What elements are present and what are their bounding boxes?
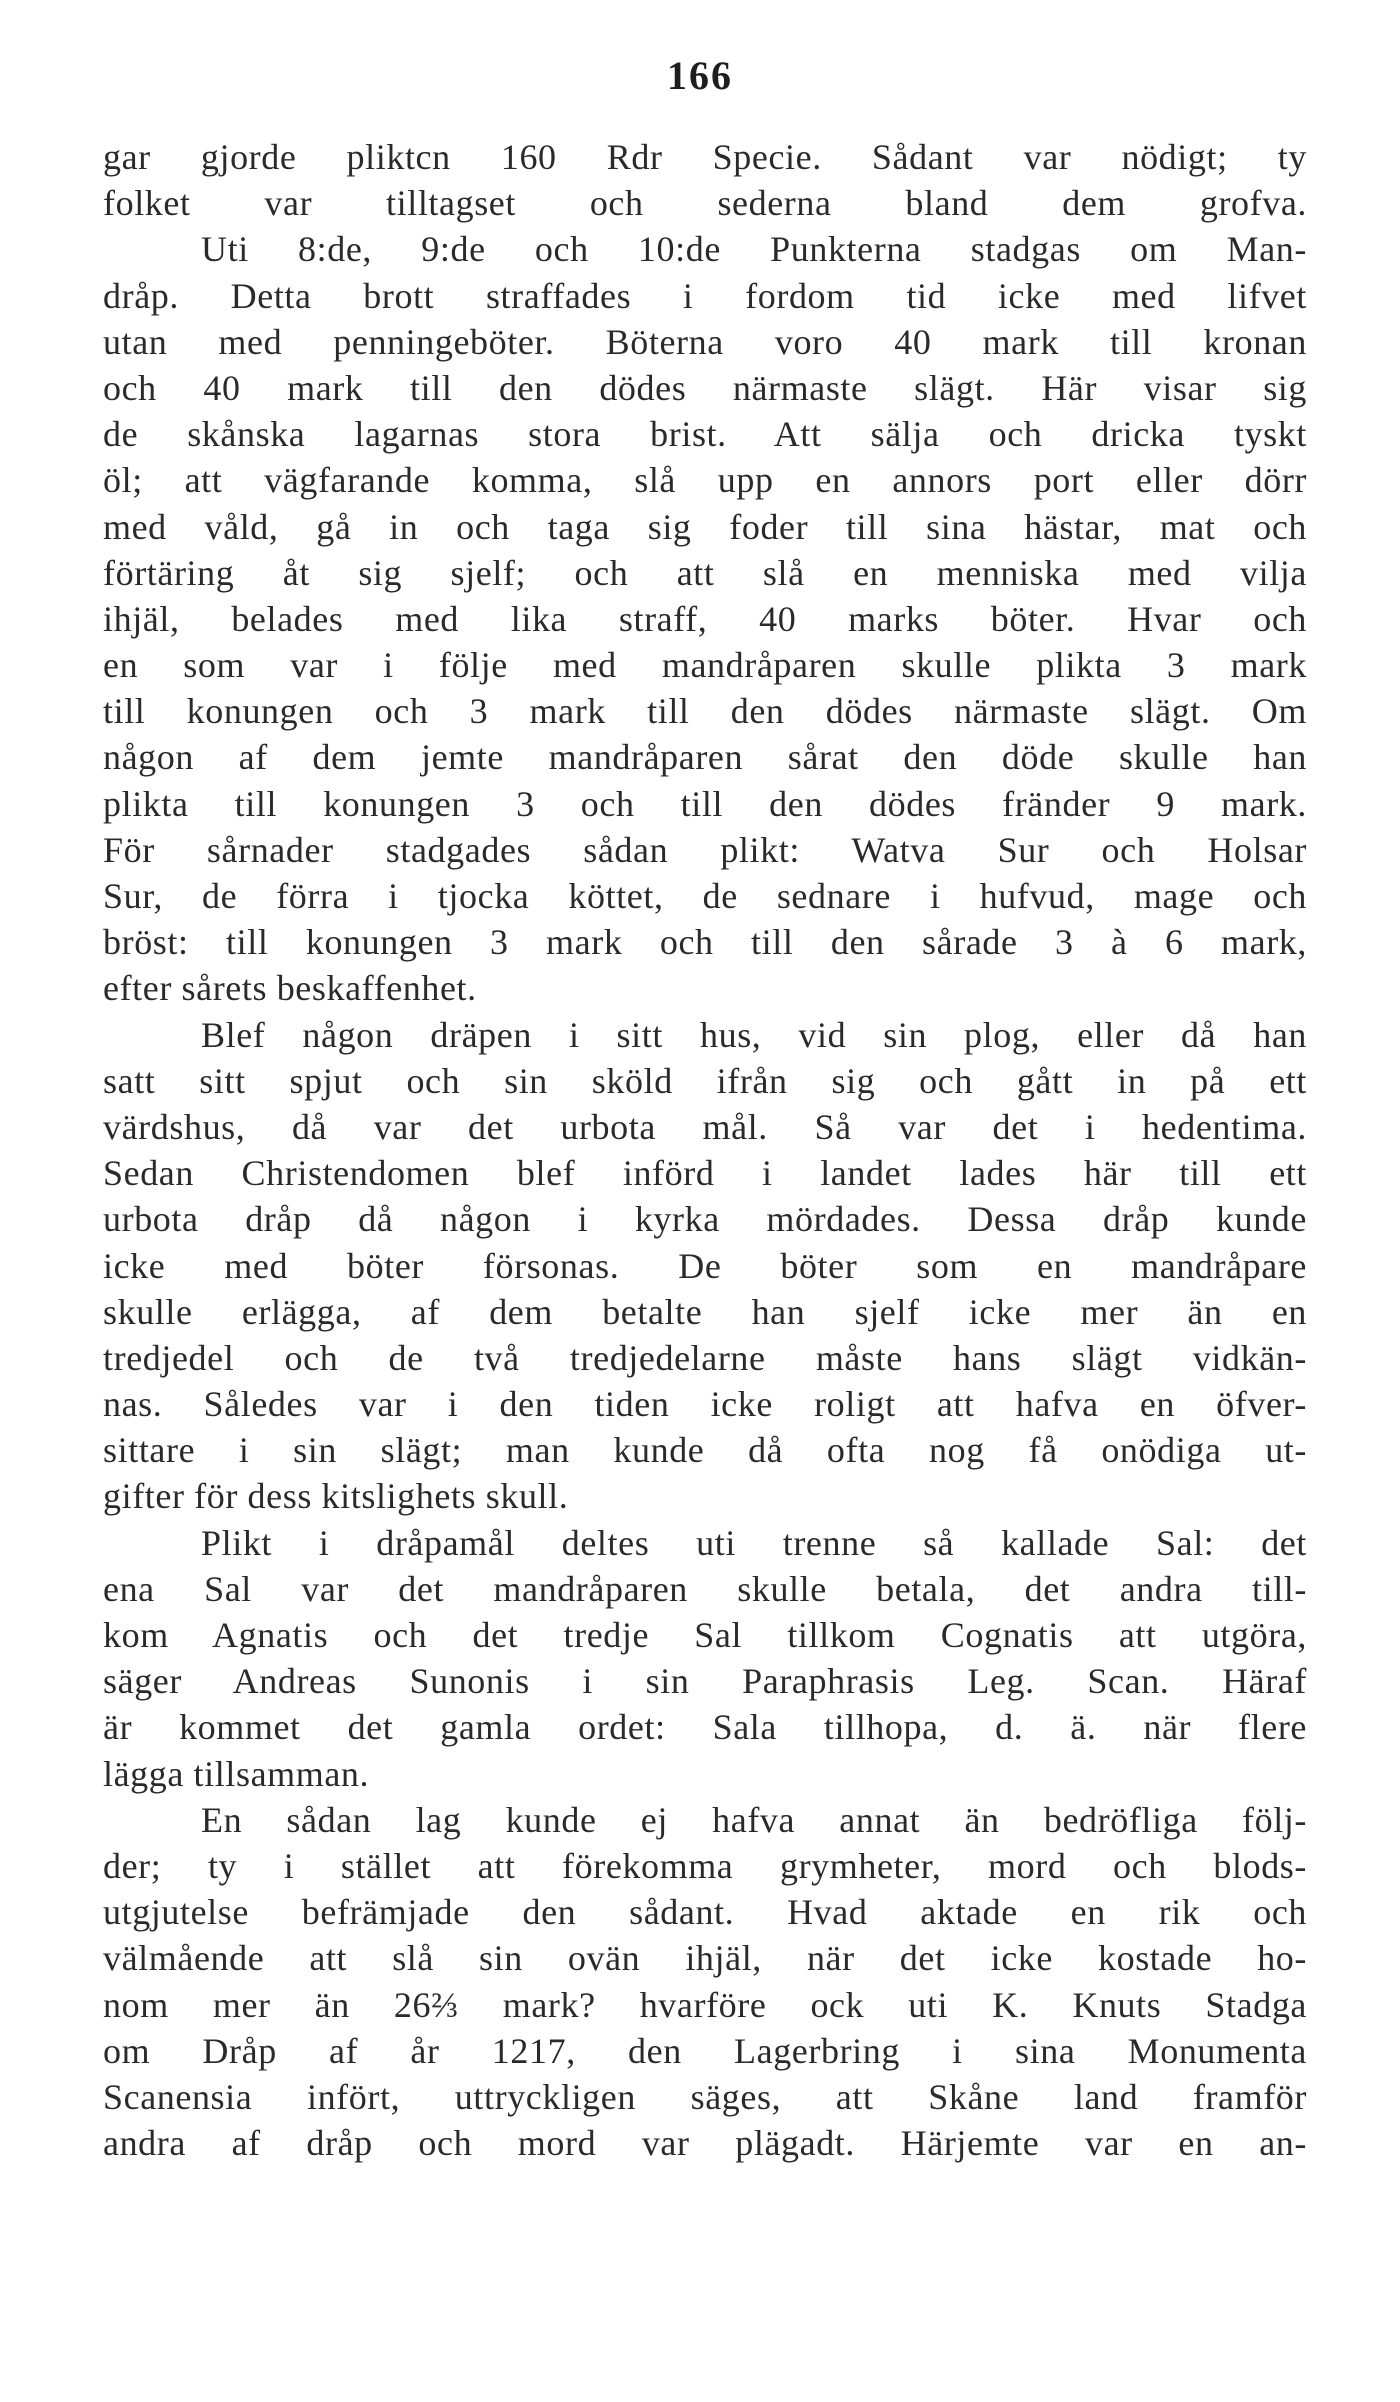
text-line: utgjutelse befrämjade den sådant. Hvad aktade en rik och xyxy=(103,1892,1307,1933)
text-line: kom Agnatis och det tredje Sal tillkom Cognatis att utgöra, xyxy=(103,1615,1307,1655)
text-line: För sårnader stadgades sådan plikt: Watva Sur och Holsar xyxy=(103,829,1307,870)
text-line: nas. Således var i den tiden icke roligt att hafva en öfver- xyxy=(103,1384,1307,1425)
text-line: urbota dråp då någon i kyrka mördades. Dessa dråp kunde xyxy=(103,1199,1307,1240)
text-line: utan med penningeböter. Böterna voro 40 mark till kronan xyxy=(103,321,1307,362)
text-line: plikta till konungen 3 och till den dödes fränder 9 mark. xyxy=(103,783,1307,824)
paragraph-first-line: Blef någon dräpen i sitt hus, vid sin plog, eller då han xyxy=(201,1014,1307,1055)
text-line: de skånska lagarnas stora brist. Att sälja och dricka tyskt xyxy=(103,414,1307,455)
paragraph-first-line: Uti 8:de, 9:de och 10:de Punkterna stadgas om Man- xyxy=(201,229,1307,270)
text-line: till konungen och 3 mark till den dödes närmaste slägt. Om xyxy=(103,691,1307,732)
text-line: en som var i följe med mandråparen skulle plikta 3 mark xyxy=(103,645,1307,686)
text-line: dråp. Detta brott straffades i fordom tid icke med lifvet xyxy=(103,275,1307,316)
body-text xyxy=(103,134,1307,2166)
text-line: Sedan Christendomen blef införd i landet lades här till ett xyxy=(103,1153,1307,1194)
text-line: tredjedel och de två tredjedelarne måste hans slägt vidkän- xyxy=(103,1337,1307,1378)
text-line: satt sitt spjut och sin sköld ifrån sig och gått in på ett xyxy=(103,1060,1307,1101)
paragraph-last-line: gifter för dess kitslighets skull. xyxy=(103,1476,569,1517)
text-line: skulle erlägga, af dem betalte han sjelf icke mer än en xyxy=(103,1291,1307,1332)
text-line: sittare i sin slägt; man kunde då ofta nog få onödiga ut- xyxy=(103,1430,1307,1471)
text-line: bröst: till konungen 3 mark och till den sårade 3 à 6 mark, xyxy=(103,922,1307,963)
paragraph-first-line: En sådan lag kunde ej hafva annat än bedröfliga följ- xyxy=(201,1799,1307,1840)
text-line: välmående att slå sin ovän ihjäl, när det icke kostade ho- xyxy=(103,1938,1307,1979)
page-number: 166 xyxy=(667,53,733,98)
text-line: förtäring åt sig sjelf; och att slå en menniska med vilja xyxy=(103,552,1307,593)
paragraph-last-line: efter sårets beskaffenhet. xyxy=(103,968,477,1009)
text-line: der; ty i stället att förekomma grymheter, mord och blods- xyxy=(103,1845,1307,1886)
text-line: värdshus, då var det urbota mål. Så var det i hedentima. xyxy=(103,1106,1307,1147)
text-line: någon af dem jemte mandråparen sårat den döde skulle han xyxy=(103,737,1307,778)
text-line: nom mer än 26⅔ mark? hvarföre ock uti K. Knuts Stadga xyxy=(103,1984,1307,2025)
text-line: icke med böter försonas. De böter som en mandråpare xyxy=(103,1245,1307,1286)
paragraph-last-line: lägga tillsamman. xyxy=(103,1753,370,1794)
text-line: ena Sal var det mandråparen skulle betala, det andra till- xyxy=(103,1568,1307,1609)
text-line: är kommet det gamla ordet: Sala tillhopa, d. ä. när flere xyxy=(103,1707,1307,1748)
paragraph-first-line: Plikt i dråpamål deltes uti trenne så kallade Sal: det xyxy=(201,1522,1307,1563)
text-line: öl; att vägfarande komma, slå upp en annors port eller dörr xyxy=(103,460,1307,501)
text-line: Sur, de förra i tjocka köttet, de sednare i hufvud, mage och xyxy=(103,876,1307,916)
text-line: folket var tilltagset och sederna bland dem grofva. xyxy=(103,183,1307,224)
text-line: säger Andreas Sunonis i sin Paraphrasis Leg. Scan. Häraf xyxy=(103,1661,1307,1702)
text-line: ihjäl, belades med lika straff, 40 marks böter. Hvar och xyxy=(103,598,1307,639)
text-line: med våld, gå in och taga sig foder till sina hästar, mat och xyxy=(103,506,1307,547)
text-line: andra af dråp och mord var plägadt. Härjemte var en an- xyxy=(103,2123,1307,2164)
text-line: om Dråp af år 1217, den Lagerbring i sina Monumenta xyxy=(103,2030,1307,2071)
text-line: gar gjorde pliktcn 160 Rdr Specie. Sådant var nödigt; ty xyxy=(103,137,1307,177)
text-line: Scanensia infört, uttryckligen säges, att Skåne land framför xyxy=(103,2076,1307,2117)
text-line: och 40 mark till den dödes närmaste slägt. Här visar sig xyxy=(103,367,1307,408)
